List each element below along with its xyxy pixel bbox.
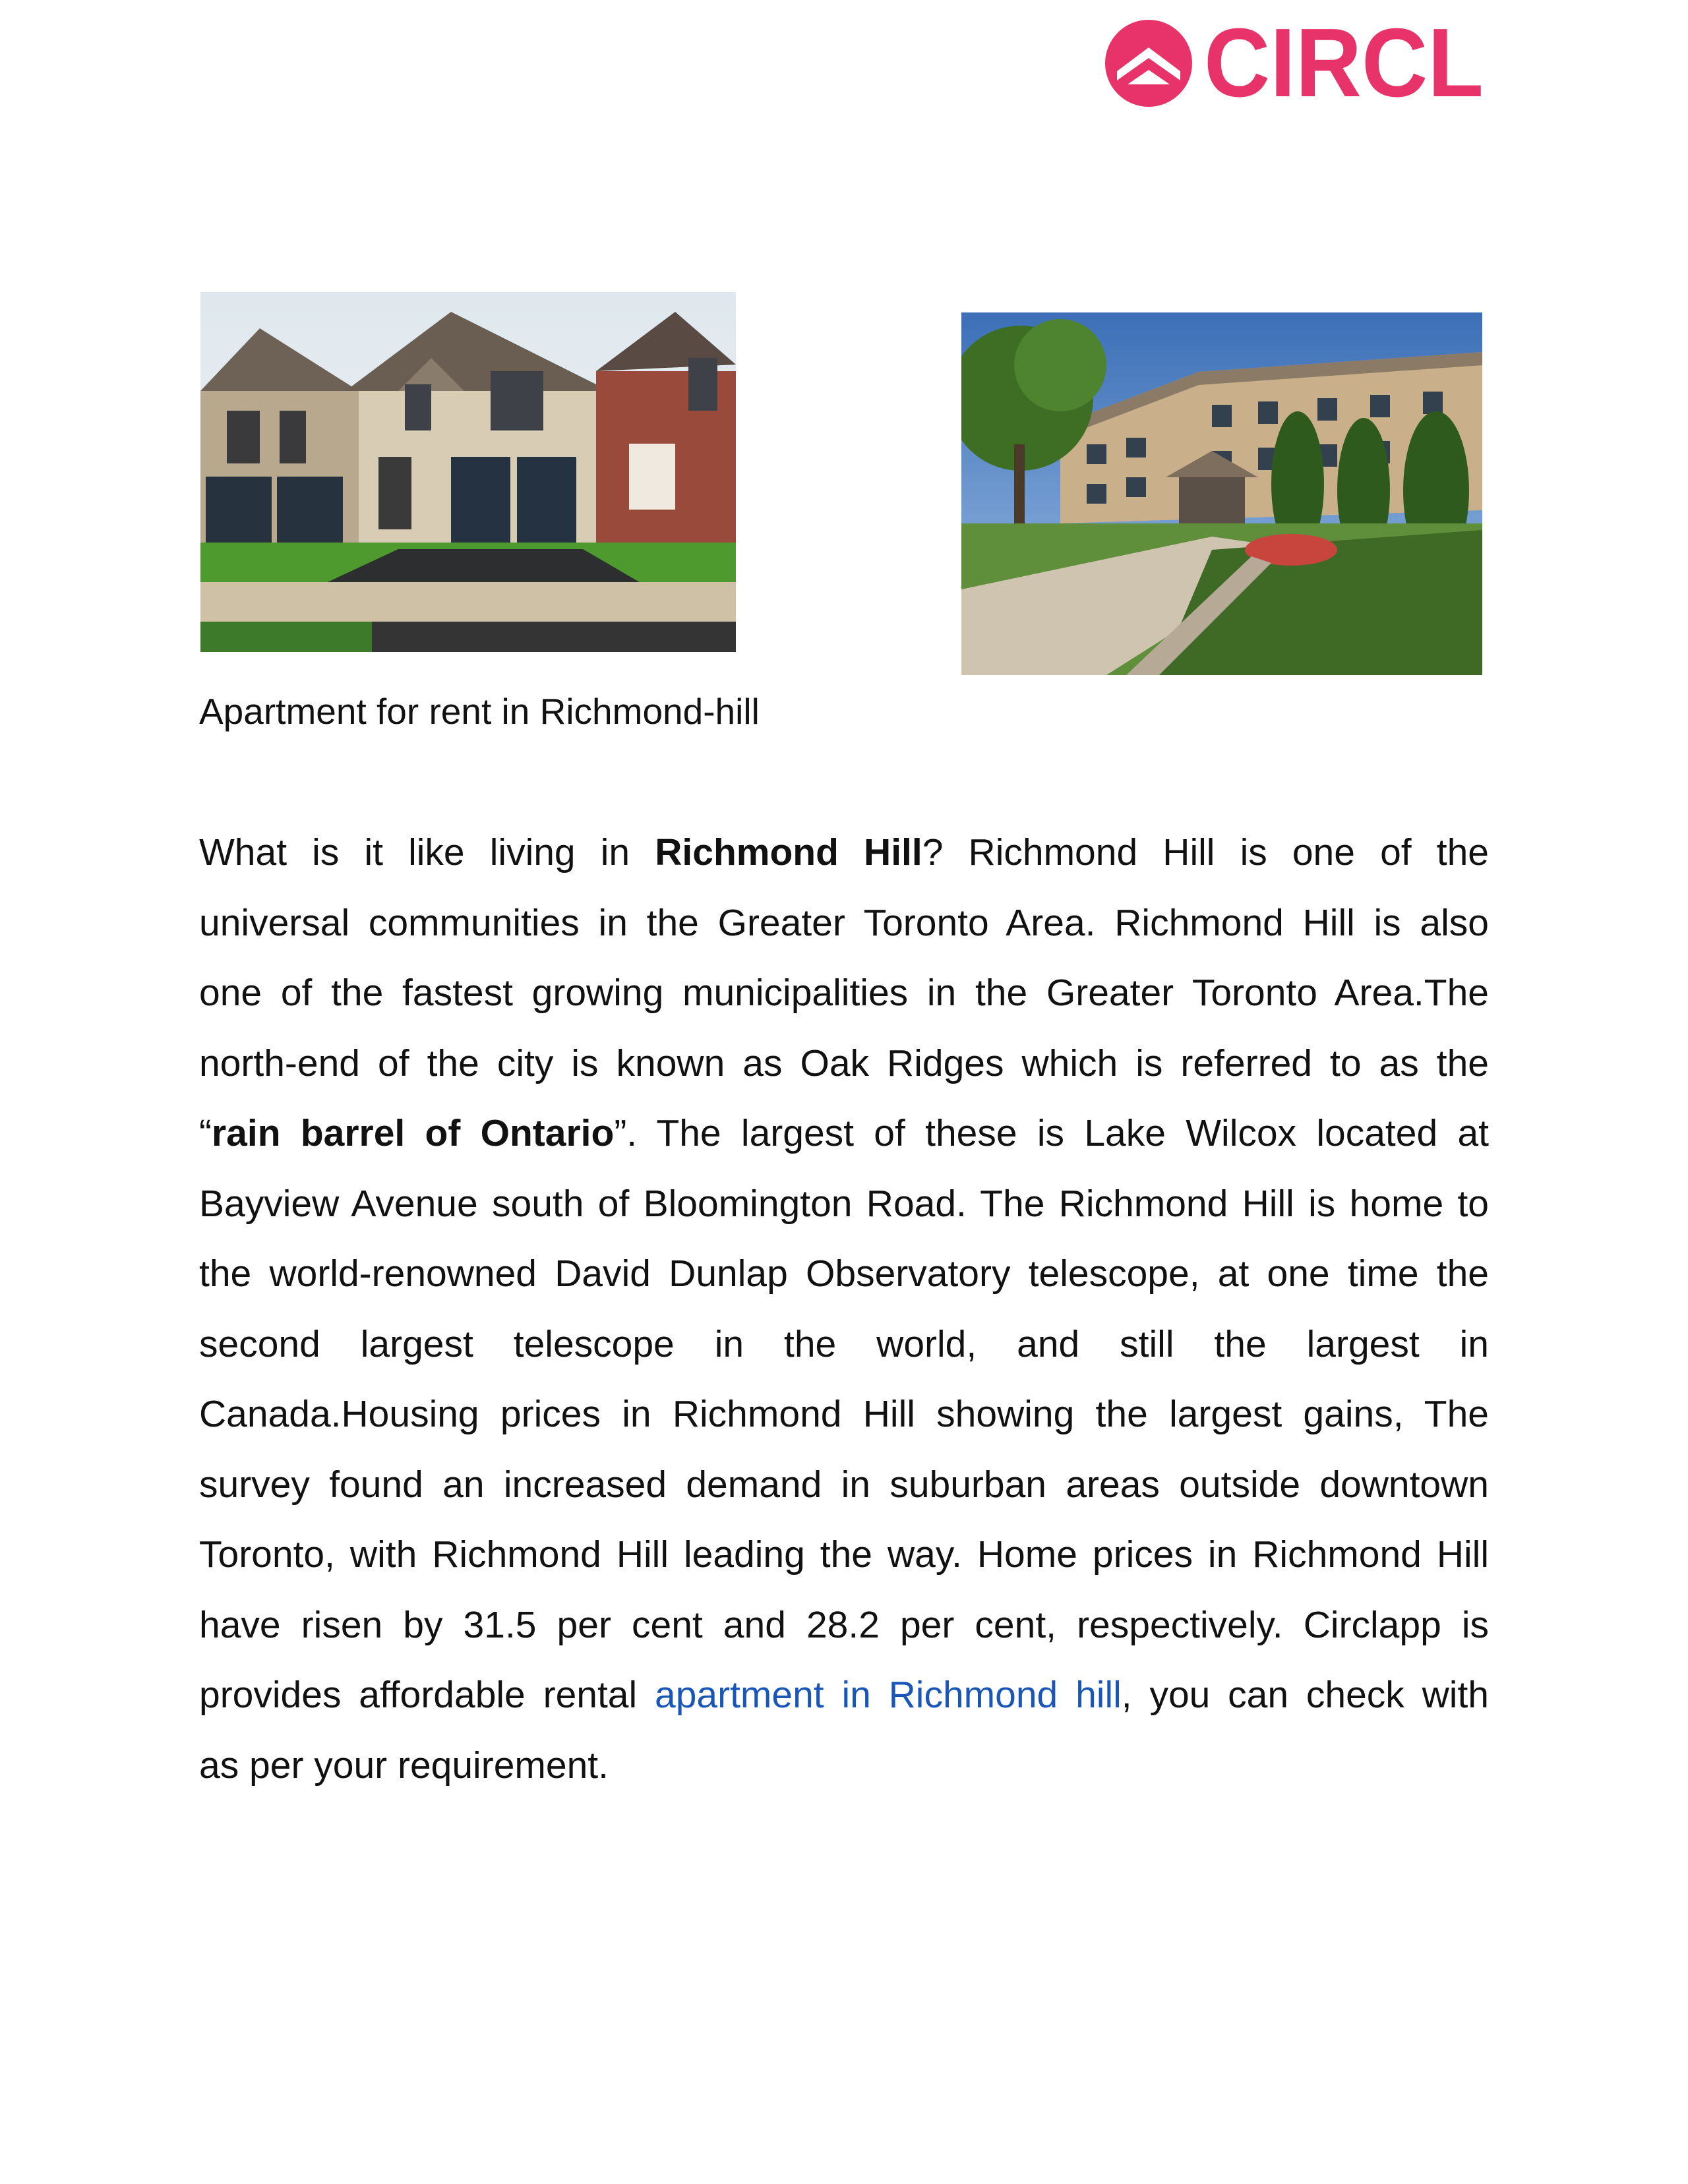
text-segment: survey found an increased demand in suburban areas outside downtown — [199, 1463, 1489, 1506]
article-line — [199, 888, 1489, 959]
text-segment: , you can check with — [1121, 1674, 1489, 1716]
article-line — [199, 1309, 1489, 1380]
article-line — [199, 1239, 1489, 1309]
apartment-building-photo — [961, 312, 1482, 675]
text-segment: universal communities in the Greater Toronto Area. Richmond Hill is also — [199, 901, 1489, 944]
article-line — [199, 1379, 1489, 1450]
text-segment: Toronto, with Richmond Hill leading the way. Home prices in Richmond Hill — [199, 1533, 1489, 1576]
article-line — [199, 1730, 1489, 1801]
text-segment: have risen by 31.5 per cent and 28.2 per cent, respectively. Circlapp is — [199, 1603, 1489, 1646]
article-line — [199, 817, 1489, 888]
article-body — [199, 817, 1489, 1800]
article-line — [199, 958, 1489, 1028]
text-segment: Canada.Housing prices in Richmond Hill showing the largest gains, The — [199, 1393, 1489, 1435]
text-segment: ”. The largest of these is Lake Wilcox located at — [614, 1112, 1489, 1154]
circl-logo[interactable] — [1101, 16, 1497, 115]
article-line — [199, 1169, 1489, 1239]
text-segment: north-end of the city is known as Oak Ridges which is referred to as the — [199, 1042, 1489, 1084]
brand-wordmark: CIRCL — [1204, 16, 1484, 115]
article-line — [199, 1098, 1489, 1169]
article-line — [199, 1450, 1489, 1520]
text-segment: the world-renowned David Dunlap Observatory telescope, at one time the — [199, 1253, 1489, 1295]
article-line — [199, 1660, 1489, 1730]
text-segment: as per your requirement. — [199, 1744, 609, 1786]
apartment-link[interactable]: apartment in Richmond hill — [655, 1674, 1122, 1716]
article-line — [199, 1520, 1489, 1590]
photo-caption: Apartment for rent in Richmond-hill — [199, 691, 760, 732]
text-segment: What is it like living in — [199, 831, 655, 873]
article-line — [199, 1028, 1489, 1099]
bold-phrase: Richmond Hill — [655, 831, 922, 873]
text-segment: second largest telescope in the world, and still the largest in — [199, 1322, 1489, 1365]
text-segment: one of the fastest growing municipalities in the Greater Toronto Area.The — [199, 972, 1489, 1014]
text-segment: ? Richmond Hill is one of the — [922, 831, 1489, 873]
detached-houses-photo — [200, 292, 736, 652]
text-segment: provides affordable rental — [199, 1674, 655, 1716]
text-segment: “ — [199, 1112, 212, 1154]
article-line — [199, 1590, 1489, 1661]
bold-phrase: rain barrel of Ontario — [211, 1112, 615, 1154]
text-segment: Bayview Avenue south of Bloomington Road. The Richmond Hill is home to — [199, 1182, 1489, 1225]
